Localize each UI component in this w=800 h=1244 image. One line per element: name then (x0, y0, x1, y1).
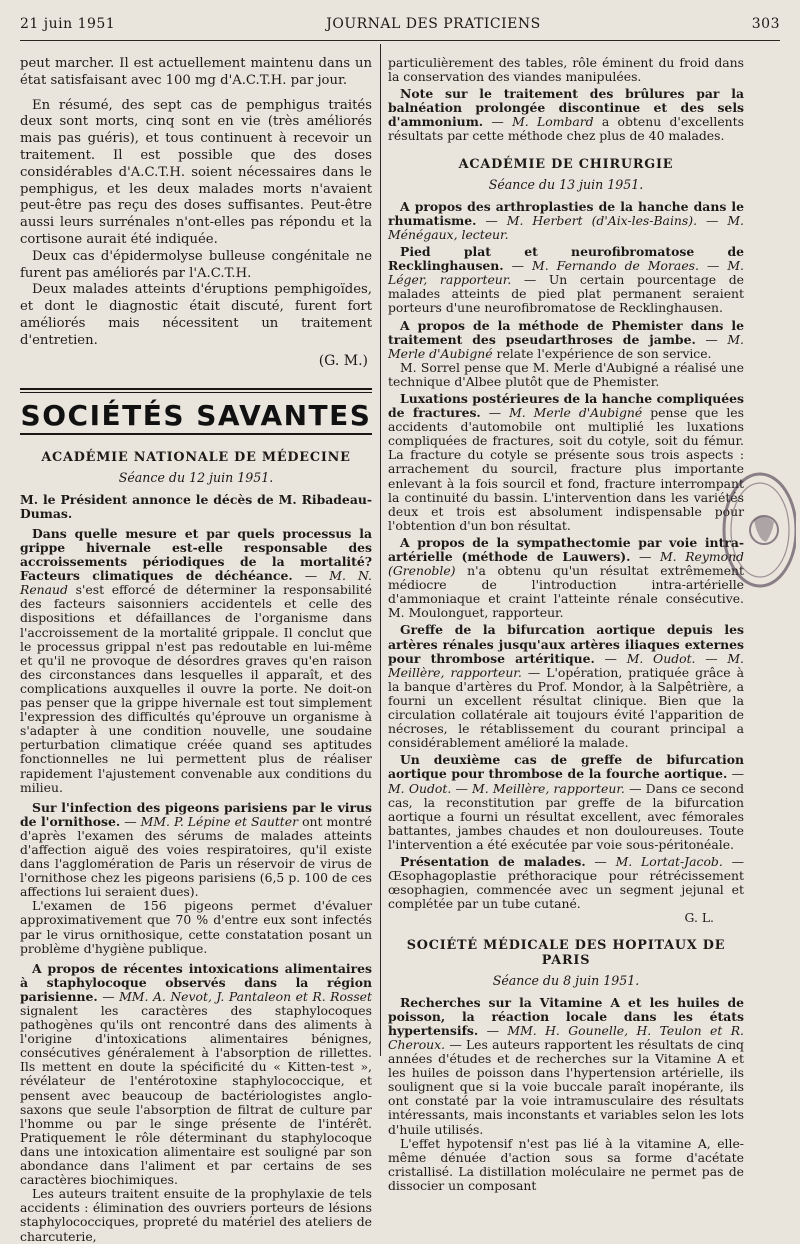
section-masthead: SOCIÉTÉS SAVANTES (20, 398, 372, 432)
communication: A propos de la sympathectomie par voie intra-artérielle (méthode de Lauwers). — M. Reymond (Grenoble) n'a obtenu qu'un résultat extrêmement médiocre de l'introduction intra-artérielle d'ammoniaque et craint l'atteinte rénale consécutive. M. Moulonguet, rapporteur. (388, 534, 744, 621)
communication-title: Dans quelle mesure et par quels processus la grippe hivernale est-elle responsable des accroissements périodiques de la mortalité? Facteurs climatiques de déchéance. (20, 525, 372, 584)
communication-body: L'examen de 156 pigeons permet d'évaluer approximativement que 70 % d'entre eux sont infectés par le virus ornithosique, cette constatation posant un problème d'hygiène publique. (20, 898, 372, 956)
column-divider (380, 44, 381, 1056)
library-stamp-icon (714, 468, 796, 590)
communication-title: Note sur le traitement des brûlures par la balnéation prolongée discontinue et des sels d'ammonium. (388, 86, 744, 130)
communication-body: Un certain pourcentage de malades atteints de pied plat permanent seraient porteurs d'une neurofibromatose de Recklinghausen. (388, 272, 744, 316)
communication-author: M. Lombard (512, 114, 594, 130)
intro-paragraph: En résumé, des sept cas de pemphigus traités deux sont morts, cinq sont en vie (très améliorés mais pas guéris), et tous continuent à recevoir un traitement. Il est possible que des doses considérables d'A.C.T.H. soient nécessaires dans le pemphigus, et les deux malades morts n'avaient peut-être pas reçu des doses suffisantes. Peut-être aussi leurs surrénales n'ont-elles pas répondu et la cortisone aurait été indiquée. (20, 97, 372, 247)
communication-author: M. Herbert (d'Aix-les-Bains). — M. Ménégaux, lecteur. (388, 212, 744, 242)
communication-body: Dans ce second cas, la reconstitution par greffe de la bifurcation aortique a fourni un résultat excellent, avec fémorales battantes, jambes chaudes et non douloureuses. Toute l'intervention a été exécutée par voie sous-péritonéale. (388, 780, 745, 852)
society-title: ACADÉMIE NATIONALE DE MÉDECINE (41, 449, 351, 465)
communication-title: A propos de la méthode de Phemister dans le traitement des pseudarthroses de jambe. (388, 317, 744, 347)
communication: A propos de la méthode de Phemister dans le traitement des pseudarthroses de jambe. — M. Merle d'Aubigné relate l'expérience de son service. (388, 317, 744, 361)
communication-body: s'est efforcé de déterminer la responsabilité des facteurs saisonniers accidentels et celle des dispositions et défaillances de l'organisme dans l'accroissement de la mortalité grippale. Il conclut que le processus grippal n'est pas redoutable en lui-même et qu'il ne provoque de désordres graves qu'en raison des circonstances dans lesquelles il apparaît, et des complications auxquelles il ouvre la porte. Ne doit-on pas penser que la grippe hivernale est tout simplement l'expression des difficultés qu'éprouve un organisme à s'adapter à une condition nouvelle, une soudaine perturbation climatique créée quand ses aptitudes fonctionnelles ne lui permettent plus de réaliser rapidement l'ajustement convenable aux conditions du milieu. (20, 582, 372, 795)
continued-paragraph: particulièrement des tables, rôle éminent du froid dans la conservation des viandes manipulées. (388, 55, 744, 85)
communication-body: signalent les caractères des staphylocoques pathogènes qu'ils ont rencontré dans des aliments à l'origine d'intoxications alimentaires bénignes, consécutives généralement à l'absorption de rillettes. Ils mettent en doute la spécificité du « Kitten-test », révélateur de l'entérotoxine staphylococcique, et pensent avec beaucoup de bactériologistes anglo-saxons que seule l'absorption de filtrat de culture par l'homme ou par le singe présente de l'intérêt. Pratiquement le rôle déterminant du staphylocoque dans une intoxication alimentaire est souligné par son abondance dans l'aliment et par certains de ses caractères biochimiques. (20, 1003, 372, 1188)
communication: A propos de récentes intoxications alimentaires à staphylocoque observés dans la région parisienne. — MM. A. Nevot, J. Pantaleon et R. Rosset signalent les caractères des staphylocoques pathogènes qu'ils ont rencontré dans des aliments à l'origine d'intoxications alimentaires bénignes, consécutives généralement à l'absorption de rillettes. Ils mettent en doute la spécificité du « Kitten-test », révélateur de l'entérotoxine staphylococcique, et pensent avec beaucoup de bactériologistes anglo-saxons que seule l'absorption de filtrat de culture par l'homme ou par le singe présente de l'intérêt. Pratiquement le rôle déterminant du staphylocoque dans une intoxication alimentaire est souligné par son abondance dans l'aliment et par certains de ses caractères biochimiques. (20, 960, 372, 1188)
communication-title: Luxations postérieures de la hanche compliquées de fractures. (388, 390, 744, 421)
intro-paragraph: Deux malades atteints d'éruptions pemphigoïdes, et dont le diagnostic était discuté, furent fort améliorés mais nécessitent un traitement d'entretien. (20, 282, 372, 348)
header-rule (20, 40, 780, 41)
communication-body: M. Sorrel pense que M. Merle d'Aubigné a réalisé une technique d'Albee plutôt que de Phemister. (388, 359, 744, 389)
signature: (G. M.) (318, 352, 368, 369)
communication-author: MM. A. Nevot, J. Pantaleon et R. Rosset (119, 988, 372, 1004)
communication-body: L'effet hypotensif n'est pas lié à la vitamine A, elle-même dénuée d'action sous sa forme d'acétate cristallisé. La distillation moléculaire ne permet pas de dissocier un composant (388, 1135, 744, 1193)
communication-title: A propos des arthroplasties de la hanche dans le rhumatisme. (388, 198, 744, 228)
communication-author: M. Oudot. — M. Meillère, rapporteur. (388, 780, 625, 796)
header-journal-title: JOURNAL DES PRATICIENS (326, 16, 541, 32)
communication: Recherches sur la Vitamine A et les huiles de poisson, la réaction locale dans les états hypertensifs. — MM. H. Gounelle, H. Teulon et R. Cheroux. — Les auteurs rapportent les résultats de cinq années d'études et de recherches sur la Vitamine A et les huiles de poisson dans l'hypertension artérielle, ils soulignent que si la voie buccale paraît inopérante, ils ont constaté par la voie intramusculaire des résultats intéressants, mais inconstants et variables selon les lots d'huile utilisés. (388, 994, 744, 1137)
communication-title: Sur l'infection des pigeons parisiens par le virus de l'ornithose. (20, 799, 372, 829)
communication-author: M. Oudot. — M. Meillère, rapporteur. (388, 650, 744, 680)
communication-body: a obtenu d'excellents résultats par cette méthode chez plus de 40 malades. (388, 114, 744, 144)
communication: A propos des arthroplasties de la hanche dans le rhumatisme. — M. Herbert (d'Aix-les-Bains). — M. Ménégaux, lecteur. (388, 198, 744, 242)
communication-author: M. Merle d'Aubigné (388, 331, 744, 361)
communication-title: A propos de la sympathectomie par voie intra-artérielle (méthode de Lauwers). (388, 534, 744, 564)
communication-author: M. Merle d'Aubigné (509, 405, 643, 421)
session-date: Séance du 8 juin 1951. (492, 972, 640, 988)
announcement: M. le Président annonce le décès de M. Ribadeau-Dumas. (20, 491, 372, 521)
header-page-number: 303 (751, 16, 780, 32)
communication-body: Les auteurs rapportent les résultats de cinq années d'études et de recherches sur la Vitamine A et les huiles de poisson dans l'hypertension artérielle, ils soulignent que si la voie buccale paraît inopérante, ils ont constaté par la voie intramusculaire des résultats intéressants, mais inconstants et variables selon les lots d'huile utilisés. (388, 1037, 744, 1137)
header-date: 21 juin 1951 (20, 16, 116, 32)
communication-title: Recherches sur la Vitamine A et les huiles de poisson, la réaction locale dans les états hypertensifs. (388, 994, 744, 1038)
right-column (388, 56, 744, 1193)
communication-title: A propos de récentes intoxications alimentaires à staphylocoque observés dans la région parisienne. (20, 960, 372, 1004)
running-header (20, 16, 780, 38)
communication-body: ont montré d'après l'examen des sérums de malades atteints d'affection aiguë des voies respiratoires, qu'il existe dans l'agglomération de Paris un réservoir de virus de l'ornithose chez les pigeons parisiens (6,5 p. 100 de ces affections lui seraient dues). (20, 813, 372, 900)
intro-paragraph: Deux cas d'épidermolyse bulleuse congénitale ne furent pas améliorés par l'A.C.T.H. (20, 248, 372, 281)
communication-title: Greffe de la bifurcation aortique depuis les artères rénales jusqu'aux artères iliaques externes pour thrombose artéritique. (388, 622, 744, 666)
communication: Greffe de la bifurcation aortique depuis les artères rénales jusqu'aux artères iliaques externes pour thrombose artéritique. — M. Oudot. — M. Meillère, rapporteur. — L'opération, pratiquée grâce à la banque d'artères du Prof. Mondor, à la Salpêtrière, a fourni un excellent résultat clinique. Bien que la circulation collatérale ait toujours évité l'apparition de nécroses, le rétablissement du courant principal a considérablement amélioré la malade. (388, 622, 744, 751)
communication-body: Œsophagoplastie préthoracique pour rétrécissement œsophagien, commencée avec un segment jejunal et complétée par un tube cutané. (388, 868, 744, 912)
session-date: Séance du 13 juin 1951. (488, 176, 644, 192)
communication-author: MM. P. Lépine et Sautter (140, 813, 299, 829)
communication-title: Un deuxième cas de greffe de bifurcation aortique pour thrombose de la fourche aortique. (388, 752, 744, 782)
communication-author: M. Fernando de Moraes. — M. Léger, rapporteur. (388, 258, 744, 288)
communication-title: Présentation de malades. (400, 853, 586, 869)
communication-author: M. Lortat-Jacob. (615, 853, 723, 869)
left-column (20, 56, 372, 1244)
society-title: ACADÉMIE DE CHIRURGIE (458, 156, 674, 172)
intro-paragraph: peut marcher. Il est actuellement maintenu dans un état satisfaisant avec 100 mg d'A.C.T.H. par jour. (20, 56, 372, 88)
communication: Un deuxième cas de greffe de bifurcation aortique pour thrombose de la fourche aortique. — M. Oudot. — M. Meillère, rapporteur. — Dans ce second cas, la reconstitution par greffe de la bifurcation aortique a fourni un résultat excellent, avec fémorales battantes, jambes chaudes et non douloureuses. Toute l'intervention a été exécutée par voie sous-péritonéale. (388, 752, 745, 852)
communication-author: M. Reymond (Grenoble) (388, 549, 744, 579)
society-title: SOCIÉTÉ MÉDICALE DES HOPITAUX DE PARIS (406, 938, 726, 968)
signature: G. L. (684, 910, 714, 926)
communication: Sur l'infection des pigeons parisiens par le virus de l'ornithose. — MM. P. Lépine et Sautter ont montré d'après l'examen des sérums de malades atteints d'affection aiguë des voies respiratoires, qu'il existe dans l'agglomération de Paris un réservoir de virus de l'ornithose chez les pigeons parisiens (6,5 p. 100 de ces affections lui seraient dues). (20, 799, 372, 900)
communication: Présentation de malades. — M. Lortat-Jacob. — Œsophagoplastie préthoracique pour rétrécissement œsophagien, commencée avec un segment jejunal et complétée par un tube cutané. (388, 853, 744, 912)
communication-body: n'a obtenu qu'un résultat extrêmement médiocre de l'introduction intra-artérielle d'ammoniaque et craint l'atteinte rénale consécutive. M. Moulonguet, rapporteur. (388, 563, 744, 621)
communication-author: M. N. Renaud (20, 568, 372, 598)
session-date: Séance du 12 juin 1951. (118, 469, 274, 485)
masthead-rule-bottom (20, 433, 372, 435)
communication-body: L'opération, pratiquée grâce à la banque d'artères du Prof. Mondor, à la Salpêtrière, a fourni un excellent résultat clinique. Bien que la circulation collatérale ait toujours évité l'apparition de nécroses, le rétablissement du courant principal a considérablement amélioré la malade. (388, 664, 744, 751)
masthead-rule-top (20, 388, 372, 393)
communication-author: MM. H. Gounelle, H. Teulon et R. Cheroux. (388, 1022, 744, 1052)
communication: Pied plat et neurofibromatose de Recklinghausen. — M. Fernando de Moraes. — M. Léger, rapporteur. — Un certain pourcentage de malades atteints de pied plat permanent seraient porteurs d'une neurofibromatose de Recklinghausen. (388, 244, 744, 316)
communication: Dans quelle mesure et par quels processus la grippe hivernale est-elle responsable des accroissements périodiques de la mortalité? Facteurs climatiques de déchéance. — M. N. Renaud s'est efforcé de déterminer la responsabilité des facteurs saisonniers accidentels et celle des dispositions et défaillances de l'organisme dans l'accroissement de la mortalité grippale. Il conclut que le processus grippal n'est pas redoutable en lui-même et qu'il ne provoque de désordres graves qu'en raison des circonstances dans lesquelles il apparaît, et des complications auxquelles il ouvre la porte. Ne doit-on pas penser que la grippe hivernale est tout simplement l'expression des difficultés qu'éprouve un organisme à s'adapter à une condition nouvelle, une soudaine perturbation climatique créée quand ses aptitudes fonctionnelles ne lui permettent plus de réaliser rapidement l'ajustement convenable aux conditions du milieu. (20, 525, 372, 795)
communication-body: pense que les accidents d'automobile ont multiplié les luxations compliquées de fractures, soit du cotyle, soit du fémur. La fracture du cotyle se présente sous trois aspects : arrachement du sourcil, fracture plus importante enlevant à la fois sourcil et fond, fracture interrompant la continuité du bassin. L'intervention dans les variétés deux et trois est absolument indispensable pour l'obtention d'un bon résultat. (388, 405, 744, 533)
communication-body: relate l'expérience de son service. (496, 345, 712, 361)
communication-body: Les auteurs traitent ensuite de la prophylaxie de tels accidents : élimination des ouvriers porteurs de lésions staphylococciques, propreté du matériel des ateliers de charcuterie, (20, 1186, 372, 1244)
communication: Luxations postérieures de la hanche compliquées de fractures. — M. Merle d'Aubigné pense que les accidents d'automobile ont multiplié les luxations compliquées de fractures, soit du cotyle, soit du fémur. La fracture du cotyle se présente sous trois aspects : arrachement du sourcil, fracture plus importante enlevant à la fois sourcil et fond, fracture interrompant la continuité du bassin. L'intervention dans les variétés deux et trois est absolument indispensable pour l'obtention d'un bon résultat. (388, 390, 744, 533)
communication-title: Pied plat et neurofibromatose de Recklinghausen. (388, 244, 744, 274)
communication: Note sur le traitement des brûlures par la balnéation prolongée discontinue et des sels d'ammonium. — M. Lombard a obtenu d'excellents résultats par cette méthode chez plus de 40 malades. (388, 86, 744, 144)
